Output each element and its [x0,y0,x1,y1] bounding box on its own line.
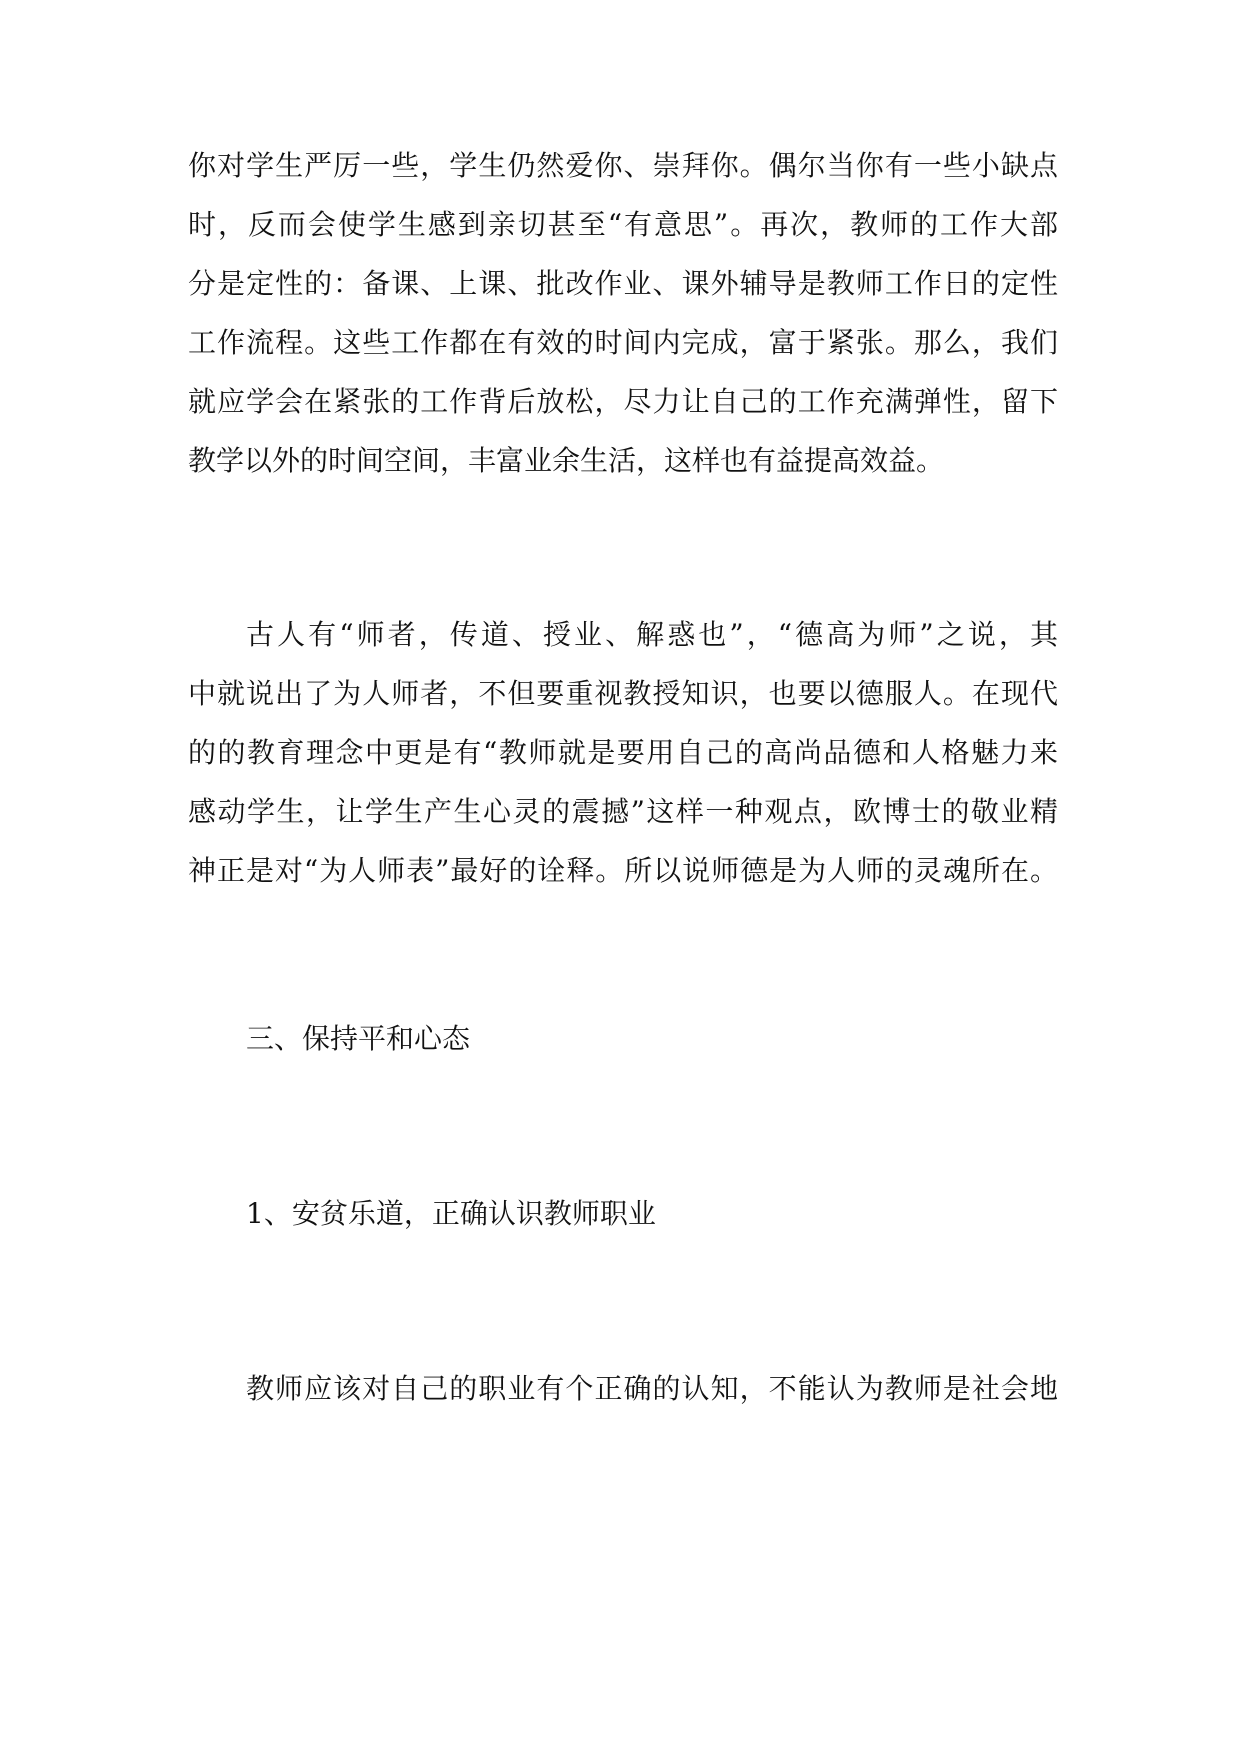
paragraph-line: 分是定性的：备课、上课、批改作业、课外辅导是教师工作日的定性 [188,267,1058,300]
subsection-heading: 1、安贫乐道，正确认识教师职业 [246,1197,656,1230]
paragraph-line: 神正是对“为人师表”最好的诠释。所以说师德是为人师的灵魂所在。 [188,854,1058,887]
paragraph-line: 古人有“师者，传道、授业、解惑也”，“德高为师”之说，其 [246,618,1058,651]
section-heading: 三、保持平和心态 [246,1022,471,1055]
paragraph-line: 工作流程。这些工作都在有效的时间内完成，富于紧张。那么，我们 [188,326,1058,359]
paragraph-line: 时，反而会使学生感到亲切甚至“有意思”。再次，教师的工作大部 [188,208,1058,241]
paragraph-line: 你对学生严厉一些，学生仍然爱你、崇拜你。偶尔当你有一些小缺点 [188,149,1058,182]
paragraph-line: 的的教育理念中更是有“教师就是要用自己的高尚品德和人格魅力来 [188,736,1058,769]
paragraph-line: 感动学生，让学生产生心灵的震撼”这样一种观点，欧博士的敬业精 [188,795,1058,828]
paragraph-line: 教师应该对自己的职业有个正确的认知，不能认为教师是社会地 [246,1372,1058,1405]
paragraph-line: 教学以外的时间空间，丰富业余生活，这样也有益提高效益。 [188,444,945,477]
paragraph-line: 就应学会在紧张的工作背后放松，尽力让自己的工作充满弹性，留下 [188,385,1058,418]
paragraph-line: 中就说出了为人师者，不但要重视教授知识，也要以德服人。在现代 [188,677,1058,710]
